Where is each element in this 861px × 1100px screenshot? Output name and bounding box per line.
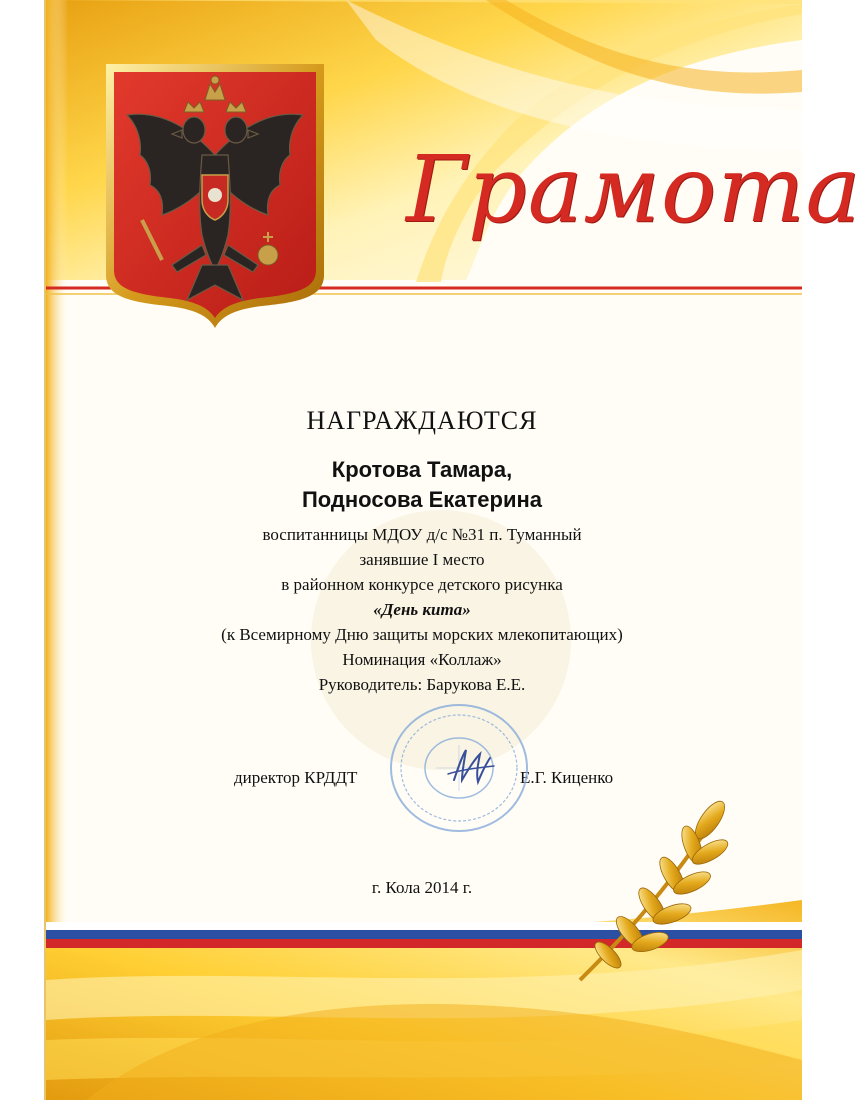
awarded-heading: НАГРАЖДАЮТСЯ <box>306 406 538 435</box>
body-line-place: занявшие I место <box>359 550 485 569</box>
handwritten-signature <box>440 740 500 792</box>
signer-role: директор КРДДТ <box>234 768 358 787</box>
body-line-contest: в районном конкурсе детского рисунка <box>281 575 563 594</box>
certificate-title: Грамота <box>406 136 861 243</box>
body-line-contest-title: «День кита» <box>373 600 471 619</box>
body-line-supervisor: Руководитель: Барукова Е.Е. <box>318 675 526 694</box>
body-line-nomination: Номинация «Коллаж» <box>342 650 502 669</box>
body-line-institution: воспитанницы МДОУ д/с №31 п. Туманный <box>262 525 582 544</box>
recipient-name-1: Кротова Тамара, <box>331 457 513 482</box>
coat-of-arms-emblem <box>102 60 328 330</box>
signer-name: Е.Г. Киценко <box>520 768 614 787</box>
recipient-name-2: Подносова Екатерина <box>301 487 543 512</box>
body-line-occasion: (к Всемирному Дню защиты морских млекопитающих) <box>221 625 623 644</box>
place-date: г. Кола 2014 г. <box>371 878 473 897</box>
golden-laurel-branch-icon <box>560 790 750 990</box>
